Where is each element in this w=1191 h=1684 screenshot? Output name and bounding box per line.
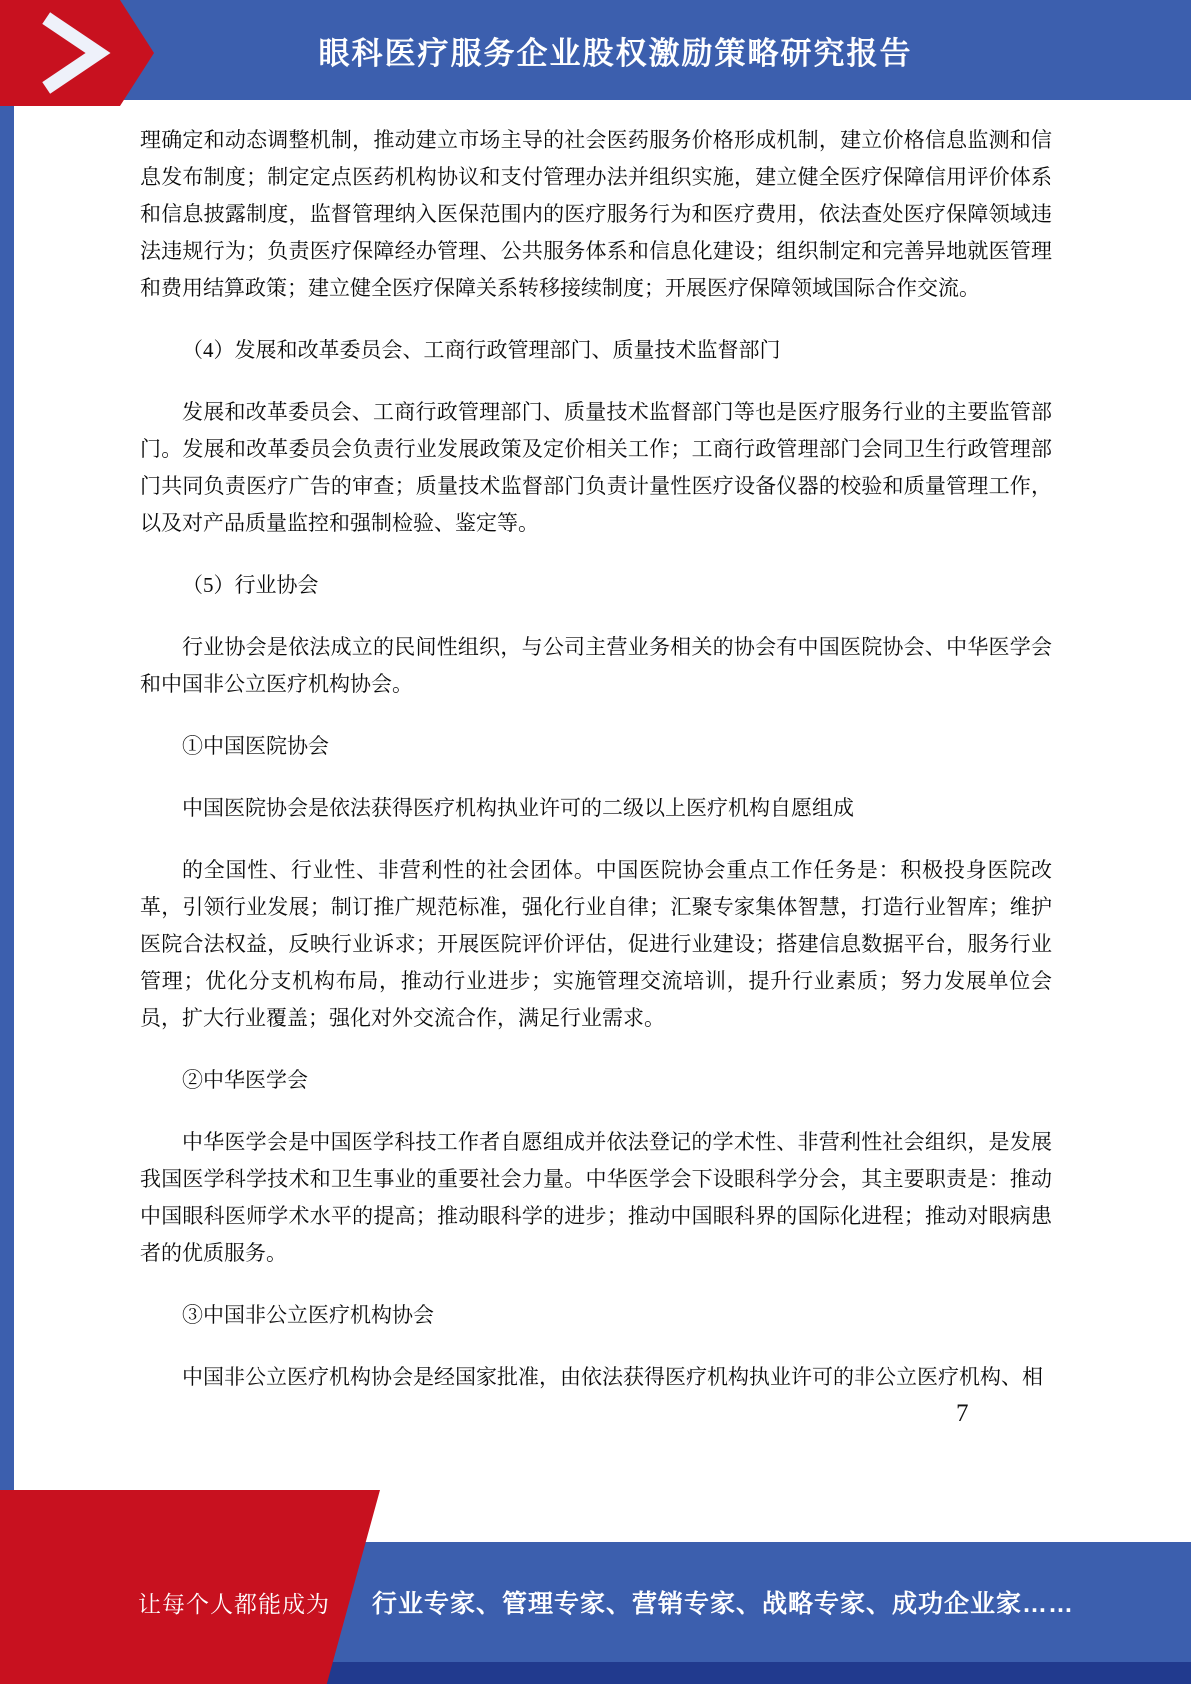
paragraph: 中华医学会是中国医学科技工作者自愿组成并依法登记的学术性、非营利性社会组织，是发展我国医学科学技术和卫生事业的重要社会力量。中华医学会下设眼科学分会，其主要职责是：推动中国眼科医师学术水平的提高；推动眼科学的进步；推动中国眼科界的国际化进程；推动对眼病患者的优质服务。: [140, 1130, 1052, 1265]
page-header-banner: [0, 0, 1191, 100]
paragraph: ①中国医院协会: [182, 734, 329, 758]
paragraph: ②中华医学会: [182, 1068, 308, 1092]
paragraph: 发展和改革委员会、工商行政管理部门、质量技术监督部门等也是医疗服务行业的主要监管部门。发展和改革委员会负责行业发展政策及定价相关工作；工商行政管理部门会同卫生行政管理部门共同负责医疗广告的审查；质量技术监督部门负责计量性医疗设备仪器的校验和质量管理工作，以及对产品质量监控和强制检验、鉴定等。: [140, 400, 1052, 535]
paragraph: 行业协会是依法成立的民间性组织，与公司主营业务相关的协会有中国医院协会、中华医学会和中国非公立医疗机构协会。: [140, 635, 1052, 696]
paragraph: （4）发展和改革委员会、工商行政管理部门、质量技术监督部门: [182, 338, 781, 362]
page-number: 7: [956, 1400, 969, 1427]
paragraph: （5）行业协会: [182, 573, 319, 597]
paragraph: 中国医院协会是依法获得医疗机构执业许可的二级以上医疗机构自愿组成: [182, 796, 854, 820]
page-title: 眼科医疗服务企业股权激励策略研究报告: [318, 36, 913, 71]
paragraph: 的全国性、行业性、非营利性的社会团体。中国医院协会重点工作任务是：积极投身医院改革，引领行业发展；制订推广规范标准，强化行业自律；汇聚专家集体智慧，打造行业智库；维护医院合法权益，反映行业诉求；开展医院评价评估，促进行业建设；搭建信息数据平台，服务行业管理；优化分支机构布局，推动行业进步；实施管理交流培训，提升行业素质；努力发展单位会员，扩大行业覆盖；强化对外交流合作，满足行业需求。: [140, 858, 1052, 1030]
arrow-ribbon-icon: [0, 0, 156, 106]
paragraph: ③中国非公立医疗机构协会: [182, 1303, 434, 1327]
document-body: [140, 122, 1052, 1421]
left-edge-stripe: [0, 0, 14, 1684]
page-footer-banner: [0, 1490, 1191, 1684]
footer-slogan-right: 行业专家、管理专家、营销专家、战略专家、成功企业家……: [372, 1590, 1075, 1618]
footer-slogan-left: 让每个人都能成为: [138, 1591, 330, 1617]
paragraph: 中国非公立医疗机构协会是经国家批准，由依法获得医疗机构执业许可的非公立医疗机构、相: [182, 1365, 1043, 1389]
paragraph: 理确定和动态调整机制，推动建立市场主导的社会医药服务价格形成机制，建立价格信息监测和信息发布制度；制定定点医药机构协议和支付管理办法并组织实施，建立健全医疗保障信用评价体系和信息披露制度，监督管理纳入医保范围内的医疗服务行为和医疗费用，依法查处医疗保障领域违法违规行为；负责医疗保障经办管理、公共服务体系和信息化建设；组织制定和完善异地就医管理和费用结算政策；建立健全医疗保障关系转移接续制度；开展医疗保障领域国际合作交流。: [140, 128, 1052, 300]
